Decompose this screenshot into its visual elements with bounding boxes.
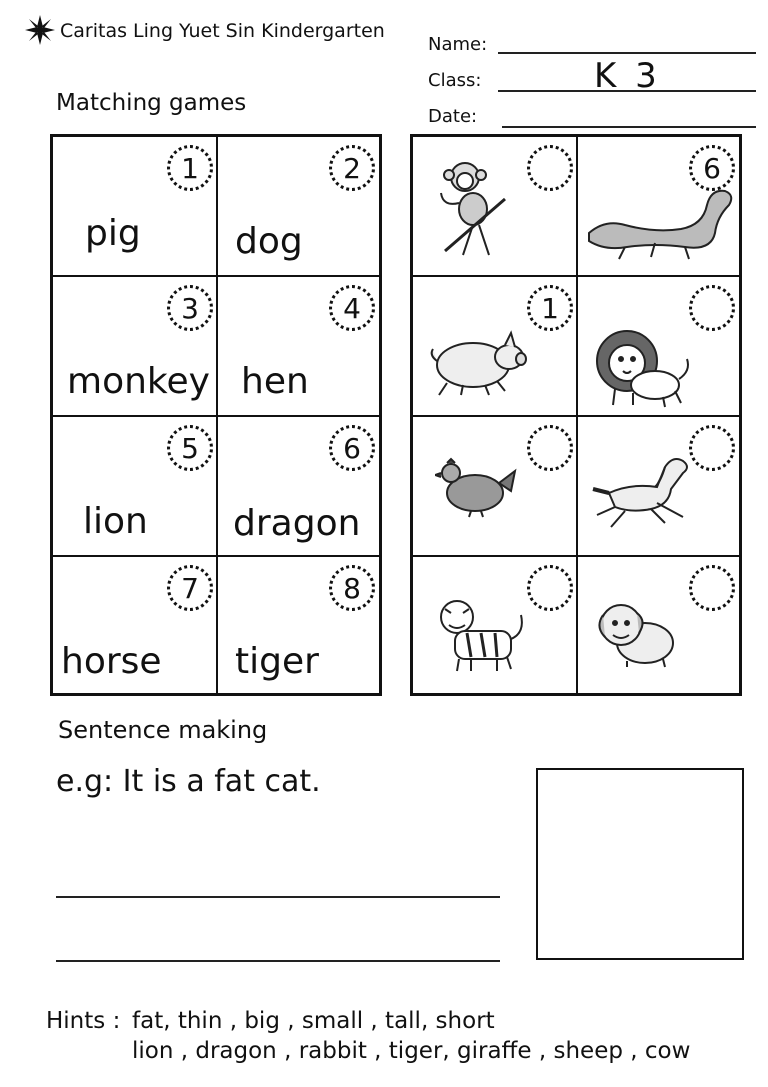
hints-label: Hints : <box>46 1008 121 1034</box>
word-label: lion <box>83 501 148 542</box>
number-circle: 4 <box>329 285 375 331</box>
name-line[interactable] <box>498 52 756 54</box>
number-circle: 5 <box>167 425 213 471</box>
matching-title: Matching games <box>56 90 247 116</box>
picture-grid <box>410 134 742 696</box>
answer-circle[interactable] <box>689 565 735 611</box>
answer-circle[interactable] <box>689 285 735 331</box>
answer-line-2[interactable] <box>56 960 500 962</box>
word-label: hen <box>241 361 309 402</box>
example-sentence: e.g: It is a fat cat. <box>56 764 321 799</box>
answer-line-1[interactable] <box>56 896 500 898</box>
word-label: dog <box>235 221 303 262</box>
hen-icon <box>435 457 519 519</box>
class-label: Class: <box>428 70 482 91</box>
number-circle: 2 <box>329 145 375 191</box>
word-label: dragon <box>233 503 361 544</box>
word-label: tiger <box>235 641 319 682</box>
pig-icon <box>427 325 527 397</box>
number-circle: 3 <box>167 285 213 331</box>
number-circle: 8 <box>329 565 375 611</box>
number-circle: 7 <box>167 565 213 611</box>
lion-icon <box>593 327 693 409</box>
hints-line-1: fat, thin , big , small , tall, short <box>132 1008 495 1034</box>
word-label: horse <box>61 641 162 682</box>
name-label: Name: <box>428 34 488 55</box>
monkey-icon <box>435 159 517 263</box>
answer-circle[interactable] <box>527 425 573 471</box>
answer-circle[interactable]: 6 <box>689 145 735 191</box>
school-name: Caritas Ling Yuet Sin Kindergarten <box>60 20 385 42</box>
answer-circle[interactable]: 1 <box>527 285 573 331</box>
dog-icon <box>593 597 677 669</box>
number-circle: 6 <box>329 425 375 471</box>
drawing-box[interactable] <box>536 768 744 960</box>
dragon-icon <box>585 181 737 261</box>
word-label: monkey <box>67 361 210 402</box>
sentence-title: Sentence making <box>58 716 268 744</box>
hints-line-2: lion , dragon , rabbit , tiger, giraffe , sheep , cow <box>132 1038 691 1064</box>
answer-circle[interactable] <box>527 145 573 191</box>
tiger-icon <box>435 595 527 673</box>
date-line[interactable] <box>502 126 756 128</box>
horse-icon <box>591 453 697 535</box>
word-label: pig <box>85 213 141 254</box>
date-label: Date: <box>428 106 478 127</box>
answer-circle[interactable] <box>527 565 573 611</box>
caritas-logo-icon <box>24 14 56 46</box>
word-grid <box>50 134 382 696</box>
number-circle: 1 <box>167 145 213 191</box>
class-value: K 3 <box>594 56 661 96</box>
